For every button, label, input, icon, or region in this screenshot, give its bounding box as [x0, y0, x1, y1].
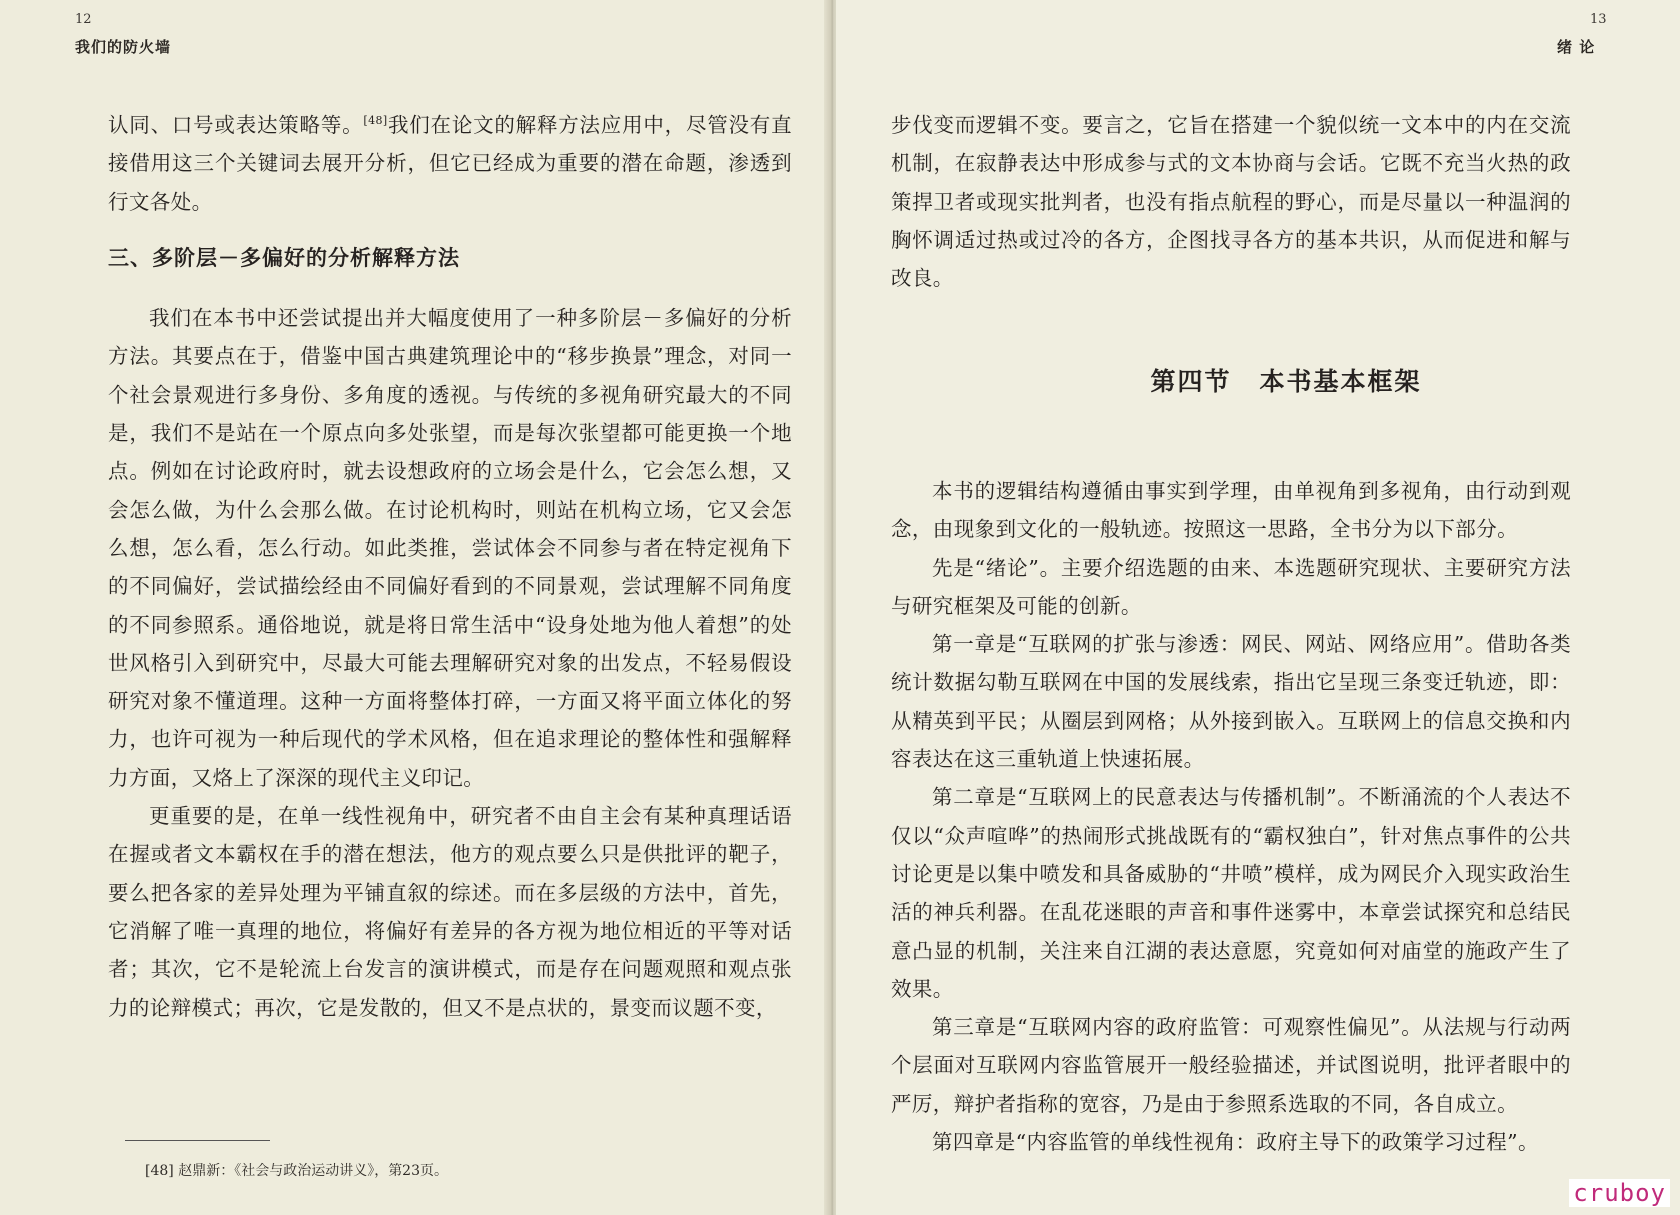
left-page: [0, 0, 828, 1215]
left-body-text: [108, 106, 792, 1027]
running-head: 我们的防火墙: [75, 38, 172, 56]
body-paragraph: 先是“绪论”。主要介绍选题的由来、本选题研究现状、主要研究方法与研究框架及可能的创新。: [891, 555, 1571, 618]
body-paragraph: 第一章是“互联网的扩张与渗透：网民、网站、网络应用”。借助各类统计数据勾勒互联网在中国的发展线索，指出它呈现三条变迁轨迹，即：从精英到平民；从圈层到网格；从外接到嵌入。互联网上的信息交换和内容表达在这三重轨道上快速拓展。: [891, 632, 1571, 772]
body-paragraph: 更重要的是，在单一线性视角中，研究者不由自主会有某种真理话语在握或者文本霸权在手的潜在想法，他方的观点要么只是供批评的靶子，要么把各家的差异处理为平铺直叙的综述。而在多层级的方法中，首先，它消解了唯一真理的地位，将偏好有差异的各方视为地位相近的平等对话者；其次，它不是轮流上台发言的演讲模式，而是存在问题观照和观点张力的论辩模式；再次，它是发散的，但又不是点状的，景变而议题不变，: [108, 804, 792, 1020]
intro-paragraph: [108, 106, 792, 221]
page-number: 13: [1590, 12, 1607, 27]
intro-text-rest: 我们在论文的解释方法应用中，尽管没有直接借用这三个关键词去展开分析，但它已经成为重要的潜在命题，渗透到行文各处。: [108, 113, 792, 214]
body-paragraph: 我们在本书中还尝试提出并大幅度使用了一种多阶层－多偏好的分析方法。其要点在于，借鉴中国古典建筑理论中的“移步换景”理念，对同一个社会景观进行多身份、多角度的透视。与传统的多视角研究最大的不同是，我们不是站在一个原点向多处张望，而是每次张望都可能更换一个地点。例如在讨论政府时，就去设想政府的立场会是什么，它会怎么想，又会怎么做，为什么会那么做。在讨论机构时，则站在机构立场，它又会怎么想，怎么看，怎么行动。如此类推，尝试体会不同参与者在特定视角下的不同偏好，尝试描绘经由不同偏好看到的不同景观，尝试理解不同角度的不同参照系。通俗地说，就是将日常生活中“设身处地为他人着想”的处世风格引入到研究中，尽最大可能去理解研究对象的出发点，不轻易假设研究对象不懂道理。这种一方面将整体打碎，一方面又将平面立体化的努力，也许可视为一种后现代的学术风格，但在追求理论的整体性和强解释力方面，又烙上了深深的现代主义印记。: [108, 306, 792, 790]
page-number: 12: [75, 12, 92, 27]
body-paragraph: 第四章是“内容监管的单线性视角：政府主导下的政策学习过程”。: [932, 1130, 1539, 1155]
section-title-text: 本书基本框架: [1259, 367, 1422, 396]
body-paragraph: 第二章是“互联网上的民意表达与传播机制”。不断涌流的个人表达不仅以“众声喧哗”的热闹形式挑战既有的“霸权独白”，针对焦点事件的公共讨论更是以集中喷发和具备威胁的“井喷”模样，成为网民介入现实政治生活的神兵利器。在乱花迷眼的声音和事件迷雾中，本章尝试探究和总结民意凸显的机制，关注来自江湖的表达意愿，究竟如何对庙堂的施政产生了效果。: [891, 785, 1571, 1001]
body-paragraph: 步伐变而逻辑不变。要言之，它旨在搭建一个貌似统一文本中的内在交流机制，在寂静表达中形成参与式的文本协商与会话。它既不充当火热的政策捍卫者或现实批判者，也没有指点航程的野心，而是尽量以一种温润的胸怀调适过热或过冷的各方，企图找寻各方的基本共识，从而促进和解与改良。: [891, 113, 1571, 291]
body-paragraph: 第三章是“互联网内容的政府监管：可观察性偏见”。从法规与行动两个层面对互联网内容监管展开一般经验描述，并试图说明，批评者眼中的严厉，辩护者指称的宽容，乃是由于参照系选取的不同，各自成立。: [891, 1015, 1571, 1116]
right-body-top: [891, 106, 1571, 297]
intro-text: 认同、口号或表达策略等。: [108, 113, 364, 137]
right-page: [836, 0, 1680, 1215]
footnote-divider: [125, 1140, 270, 1141]
footnote-ref: [48]: [363, 114, 388, 128]
section-label: 第四节: [1150, 367, 1232, 396]
section-title: [926, 362, 1646, 398]
footnote: [48] 赵鼎新：《社会与政治运动讲义》，第23页。: [145, 1163, 449, 1179]
right-body-text: [891, 472, 1571, 1161]
section-heading: 三、多阶层－多偏好的分析解释方法: [108, 245, 460, 270]
body-paragraph: 本书的逻辑结构遵循由事实到学理，由单视角到多视角，由行动到观念，由现象到文化的一般轨迹。按照这一思路，全书分为以下部分。: [891, 479, 1571, 542]
running-head: 绪 论: [1557, 38, 1596, 56]
watermark: cruboy: [1569, 1179, 1670, 1207]
